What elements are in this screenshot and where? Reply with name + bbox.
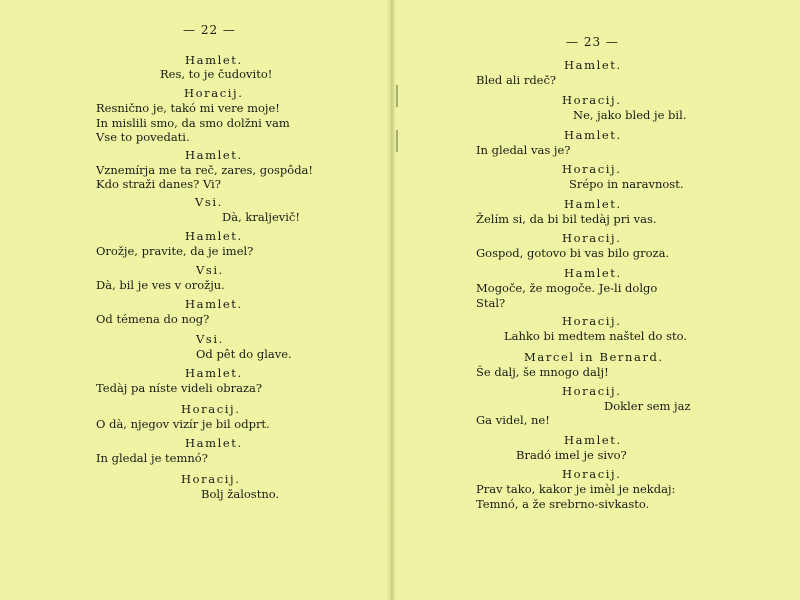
verse-line: In gledal je temnó?	[96, 451, 208, 465]
speaker-name: Horacij.	[562, 314, 622, 328]
verse-line: Od pêt do glave.	[196, 347, 292, 361]
verse-line: Dà, kraljevič!	[222, 210, 300, 224]
speaker-name: Vsi.	[196, 332, 224, 346]
speaker-name: Hamlet.	[185, 229, 243, 243]
page-number: — 23 —	[566, 35, 619, 49]
speaker-name: Horacij.	[562, 384, 622, 398]
verse-line: Od témena do nog?	[96, 312, 210, 326]
verse-line: Bled ali rdeč?	[476, 73, 557, 87]
verse-line: Vse to povedati.	[96, 130, 190, 144]
verse-line: Prav tako, kakor je imèl je nekdaj:	[476, 482, 676, 496]
verse-line: Tedàj pa níste videli obraza?	[96, 381, 263, 395]
verse-line: Dokler sem jaz	[604, 399, 691, 413]
speaker-name: Hamlet.	[564, 128, 622, 142]
verse-line: Dà, bil je ves v orožju.	[96, 278, 225, 292]
speaker-name: Horacij.	[562, 93, 622, 107]
speaker-name: Horacij.	[181, 402, 241, 416]
verse-line: Gospod, gotovo bi vas bilo groza.	[476, 246, 670, 260]
verse-line: Orožje, pravite, da je imel?	[96, 244, 254, 258]
page-number: — 22 —	[183, 23, 236, 37]
page-edge-mark	[396, 130, 398, 152]
verse-line: Temnó, a že srebrno-sivkasto.	[476, 497, 650, 511]
speaker-name: Horacij.	[181, 472, 241, 486]
left-page	[0, 0, 390, 600]
verse-line: Bolj žalostno.	[201, 487, 280, 501]
verse-line: Vznemírja me ta reč, zares, gospôda!	[96, 163, 314, 177]
speaker-name: Horacij.	[562, 467, 622, 481]
verse-line: Res, to je čudovito!	[160, 67, 273, 81]
speaker-name: Hamlet.	[564, 433, 622, 447]
speaker-name: Hamlet.	[185, 53, 243, 67]
verse-line: Želím si, da bi bil tedàj pri vas.	[476, 212, 657, 226]
speaker-name: Vsi.	[195, 195, 223, 209]
speaker-name: Hamlet.	[185, 148, 243, 162]
verse-line: In mislili smo, da smo dolžni vam	[96, 116, 290, 130]
page-edge-mark	[396, 85, 398, 107]
verse-line: Ga videl, ne!	[476, 413, 550, 427]
verse-line: Lahko bi medtem naštel do sto.	[504, 329, 687, 343]
verse-line: Mogoče, že mogoče. Je-li dolgo	[476, 281, 658, 295]
verse-line: Bradó imel je sivo?	[516, 448, 627, 462]
speaker-name: Hamlet.	[564, 266, 622, 280]
verse-line: In gledal vas je?	[476, 143, 571, 157]
verse-line: Srépo in naravnost.	[569, 177, 684, 191]
verse-line: O dà, njegov vizír je bil odprt.	[96, 417, 270, 431]
speaker-name: Vsi.	[196, 263, 224, 277]
verse-line: Ne, jako bled je bil.	[573, 108, 687, 122]
speaker-name: Horacij.	[184, 86, 244, 100]
speaker-name: Hamlet.	[564, 197, 622, 211]
verse-line: Stal?	[476, 296, 506, 310]
right-page	[396, 0, 800, 600]
speaker-name: Hamlet.	[185, 297, 243, 311]
speaker-name: Hamlet.	[564, 58, 622, 72]
speaker-name: Hamlet.	[185, 366, 243, 380]
speaker-name: Marcel in Bernard.	[524, 350, 664, 364]
speaker-name: Hamlet.	[185, 436, 243, 450]
verse-line: Kdo straži danes? Vi?	[96, 177, 221, 191]
verse-line: Še dalj, še mnogo dalj!	[476, 365, 609, 379]
speaker-name: Horacij.	[562, 162, 622, 176]
verse-line: Resnično je, takó mi vere moje!	[96, 101, 280, 115]
speaker-name: Horacij.	[562, 231, 622, 245]
